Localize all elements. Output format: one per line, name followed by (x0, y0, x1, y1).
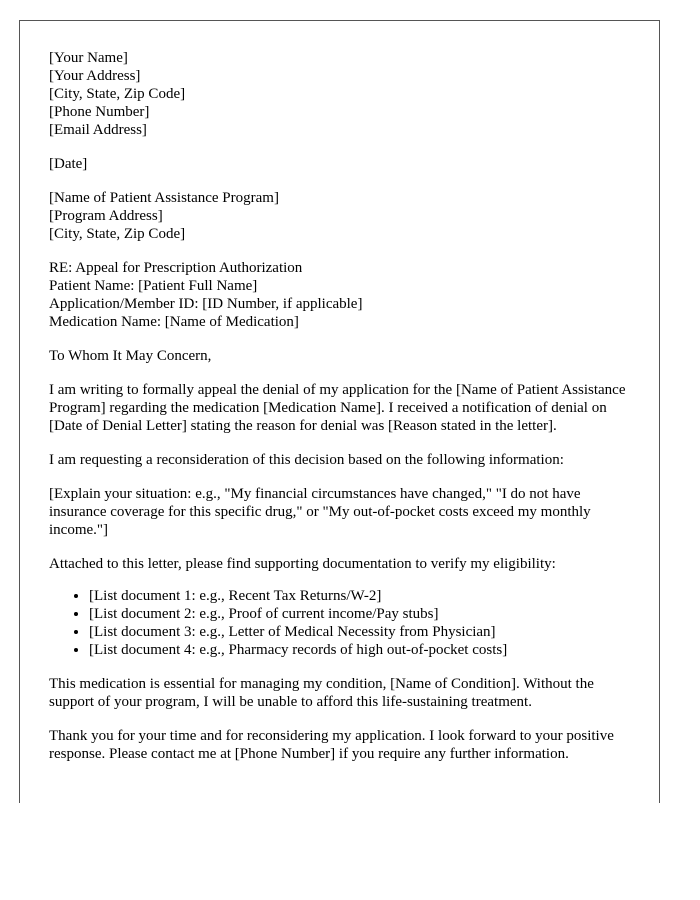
patient-name-line: Patient Name: [Patient Full Name] (49, 278, 258, 294)
member-id-line: Application/Member ID: [ID Number, if applicable] (49, 296, 363, 312)
paragraph-reconsideration: I am requesting a reconsideration of this decision based on the following information: (49, 452, 564, 468)
medication-name-line: Medication Name: [Name of Medication] (49, 314, 299, 330)
sender-name: [Your Name] (49, 50, 128, 66)
paragraph-appeal-intro: I am writing to formally appeal the denial of my application for the [Name of Patient Assistance Program] regarding the medication [Medication Name]. I received a notification of denial on [Date of Denial Letter] stating the reason for denial was [Reason stated in the letter]. (49, 382, 626, 434)
letter-body (49, 49, 639, 779)
list-item: • [List document 4: e.g., Pharmacy records of high out-of-pocket costs] (89, 641, 639, 659)
list-item: • [List document 3: e.g., Letter of Medical Necessity from Physician] (89, 623, 639, 641)
paragraph-closing: Thank you for your time and for reconsidering my application. I look forward to your positive response. Please contact me at [Phone Number] if you require any further information. (49, 728, 614, 762)
letter-date: [Date] (49, 156, 88, 172)
list-item: • [List document 1: e.g., Recent Tax Returns/W-2] (89, 587, 639, 605)
recipient-block (49, 189, 639, 243)
salutation: To Whom It May Concern, (49, 348, 212, 364)
paragraph-situation: [Explain your situation: e.g., "My financial circumstances have changed," "I do not have insurance coverage for this specific drug," or "My out-of-pocket costs exceed my monthly income."] (49, 486, 591, 538)
paragraph-necessity: This medication is essential for managing my condition, [Name of Condition]. Without the support of your program, I will be unable to afford this life-sustaining treatment. (49, 676, 594, 710)
recipient-program: [Name of Patient Assistance Program] (49, 190, 279, 206)
list-item: • [List document 2: e.g., Proof of current income/Pay stubs] (89, 605, 639, 623)
recipient-city-state-zip: [City, State, Zip Code] (49, 226, 186, 242)
reference-block (49, 259, 639, 331)
paragraph-attachments: Attached to this letter, please find supporting documentation to verify my eligibility: (49, 556, 556, 572)
sender-email: [Email Address] (49, 122, 147, 138)
document-list (49, 587, 639, 659)
recipient-address: [Program Address] (49, 208, 163, 224)
sender-phone: [Phone Number] (49, 104, 150, 120)
sender-address: [Your Address] (49, 68, 141, 84)
date-block (49, 155, 639, 173)
re-line: RE: Appeal for Prescription Authorization (49, 260, 303, 276)
sender-block (49, 49, 639, 139)
sender-city-state-zip: [City, State, Zip Code] (49, 86, 186, 102)
letter-page (19, 20, 660, 803)
